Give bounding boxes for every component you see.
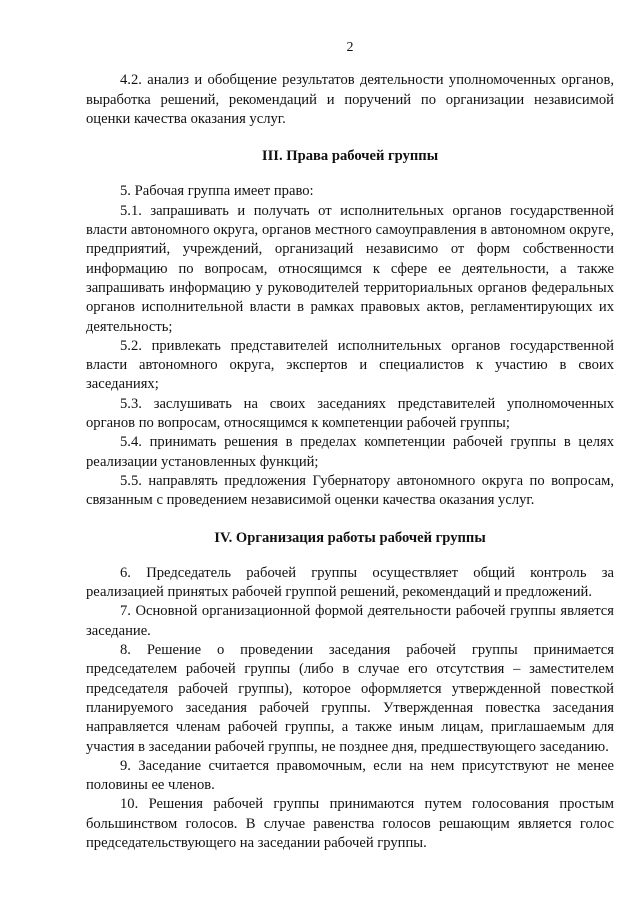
paragraph-5-2: 5.2. привлекать представителей исполнительных органов государственной власти автономного округа, экспертов и специалистов к участию в своих заседаниях; bbox=[86, 337, 614, 393]
document-page bbox=[86, 38, 614, 853]
section-3-heading: III. Права рабочей группы bbox=[261, 148, 439, 165]
paragraph-6: 6. Председатель рабочей группы осуществляет общий контроль за реализацией принятых рабочей группой решений, рекомендаций и предложений. bbox=[86, 564, 614, 601]
paragraph-9: 9. Заседание считается правомочным, если на нем присутствуют не менее половины ее членов. bbox=[86, 757, 614, 794]
page-number: 2 bbox=[346, 40, 354, 55]
paragraph-5-5: 5.5. направлять предложения Губернатору автономного округа по вопросам, связанным с проведением независимой оценки качества оказания услуг. bbox=[86, 472, 614, 509]
paragraph-5-3: 5.3. заслушивать на своих заседаниях представителей уполномоченных органов по вопросам, относящимся к компетенции рабочей группы; bbox=[86, 395, 614, 432]
paragraph-4-2: 4.2. анализ и обобщение результатов деятельности уполномоченных органов, выработка решений, рекомендаций и поручений по организации независимой оценки качества оказания услуг. bbox=[86, 72, 614, 127]
paragraph-5-4: 5.4. принимать решения в пределах компетенции рабочей группы в целях реализации установленных функций; bbox=[86, 434, 614, 470]
paragraph-10: 10. Решения рабочей группы принимаются путем голосования простым большинством голосов. В случае равенства голосов решающим является голос председательствующего на заседании рабочей группы. bbox=[86, 796, 614, 851]
paragraph-7: 7. Основной организационной формой деятельности рабочей группы является заседание. bbox=[86, 603, 614, 639]
paragraph-5-1: 5.1. запрашивать и получать от исполнительных органов государственной власти автономного округа, органов местного самоуправления в автономном округе, предприятий, учреждений, организаций независимо от форм собственности информацию по вопросам, относящимся к сфере ее деятельности, а также запрашивать информацию у руководителей территориальных органов федеральных органов исполнительной власти в рамках правовых актов, регламентирующих их деятельность; bbox=[86, 202, 614, 335]
paragraph-5: 5. Рабочая группа имеет право: bbox=[120, 183, 314, 200]
section-4-heading: IV. Организация работы рабочей группы bbox=[214, 529, 486, 546]
paragraph-8: 8. Решение о проведении заседания рабочей группы принимается председателем рабочей группы (либо в случае его отсутствия – заместителем председателя рабочей группы), которое оформляется утвержденной повесткой планируемого заседания рабочей группы. Утвержденная повестка заседания направляется членам рабочей группы, а также иным лицам, приглашаемым для участия в заседании рабочей группы, не позднее дня, предшествующего заседанию. bbox=[86, 642, 614, 755]
section-4-body bbox=[86, 564, 614, 853]
section-3-body bbox=[86, 182, 614, 510]
